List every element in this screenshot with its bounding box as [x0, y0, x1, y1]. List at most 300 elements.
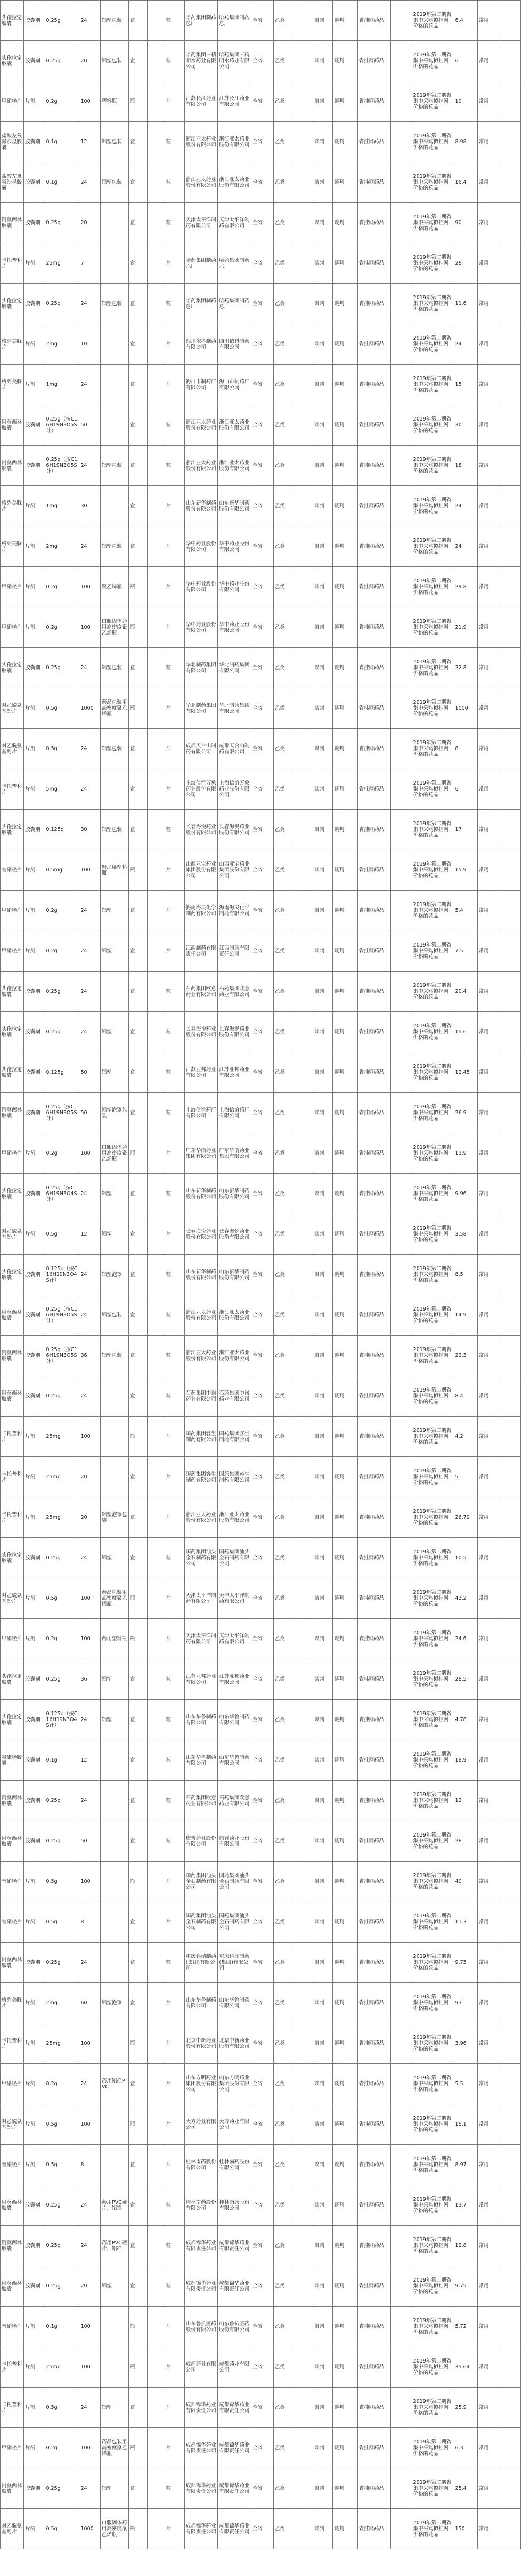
cell-pack-unit: 盒: [129, 648, 148, 688]
cell-category: 谈判: [333, 1781, 357, 1821]
cell-pack-quantity: 24: [79, 1781, 100, 1821]
cell-scope: 全省: [251, 2509, 274, 2549]
cell-price-type: 谈判: [313, 1538, 333, 1578]
cell-price-type: 谈判: [313, 446, 333, 486]
cell-manufacturer: 山东新华制药股份有限公司: [218, 1255, 251, 1295]
cell-pack-unit: 盒: [129, 2226, 148, 2266]
cell-license-holder: 浙江亚太药业股份有限公司: [184, 446, 218, 486]
table-row: [1, 2064, 521, 2104]
cell-blank: [148, 729, 165, 769]
cell-specification: 0.2g: [45, 2428, 79, 2468]
cell-category: 谈判: [333, 486, 357, 526]
cell-price-type: 谈判: [313, 2145, 333, 2185]
table-row: [1, 1862, 521, 1902]
cell-insurance: 乙类: [273, 1295, 293, 1336]
cell-blank: [391, 1983, 412, 2023]
cell-scope: 全省: [251, 972, 274, 1012]
cell-pack-quantity: 24: [79, 1943, 100, 1983]
cell-blank: [148, 2023, 165, 2064]
cell-price: 6: [454, 41, 477, 81]
cell-scope: 全省: [251, 2185, 274, 2226]
cell-source: 省挂网药品: [357, 526, 391, 567]
cell-manufacturer: 国药集团汕头金石制药有限公司: [218, 1902, 251, 1943]
cell-manufacturer: 山东新华制药股份有限公司: [218, 1174, 251, 1214]
cell-min-unit: 粒: [165, 2468, 184, 2509]
cell-source: 省挂网药品: [357, 1255, 391, 1295]
cell-blank: [293, 365, 313, 405]
cell-blank: [502, 1, 521, 41]
cell-pack-material: [100, 1417, 128, 1457]
cell-source: 省挂网药品: [357, 81, 391, 122]
cell-min-unit: 粒: [165, 122, 184, 162]
cell-pack-material: [100, 405, 128, 446]
cell-insurance: 乙类: [273, 1, 293, 41]
cell-category: 谈判: [333, 729, 357, 769]
cell-price-type: 谈判: [313, 729, 333, 769]
cell-blank: [293, 688, 313, 729]
cell-drug-name: 对乙酰氨基酚片: [1, 1578, 24, 1619]
cell-blank: [148, 891, 165, 931]
cell-note: 2019年第二期省集中采购拟挂网价格的药品: [412, 1417, 454, 1457]
table-row: [1, 284, 521, 324]
cell-pack-unit: 盒: [129, 2145, 148, 2185]
cell-specification: 0.5g: [45, 1902, 79, 1943]
table-row: [1, 1295, 521, 1336]
cell-blank: [391, 769, 412, 810]
cell-dosage-form: 片剂: [24, 729, 45, 769]
cell-insurance: 乙类: [273, 1093, 293, 1133]
cell-pack-unit: 瓶: [129, 607, 148, 648]
cell-specification: 0.25g: [45, 1012, 79, 1052]
cell-pack-quantity: 7: [79, 243, 100, 284]
cell-blank: [502, 162, 521, 203]
cell-dosage-form: 胶囊剂: [24, 972, 45, 1012]
cell-note: 2019年第二期省集中采购拟挂网价格的药品: [412, 891, 454, 931]
cell-min-unit: 片: [165, 2104, 184, 2145]
cell-pack-material: 铝塑包装: [100, 1336, 128, 1376]
cell-scope: 全省: [251, 1740, 274, 1781]
cell-category: 谈判: [333, 284, 357, 324]
cell-specification: 0.25g: [45, 1538, 79, 1578]
cell-blank: [391, 243, 412, 284]
cell-min-unit: 片: [165, 486, 184, 526]
cell-specification: 25mg: [45, 1457, 79, 1497]
cell-pack-quantity: 12: [79, 1740, 100, 1781]
cell-pack-quantity: 20: [79, 203, 100, 243]
cell-pack-material: 铝塑泡罩包装: [100, 1093, 128, 1133]
cell-blank: [148, 2307, 165, 2347]
cell-blank: [148, 203, 165, 243]
cell-blank: [293, 1, 313, 41]
cell-pack-quantity: 36: [79, 1659, 100, 1700]
cell-blank: [148, 607, 165, 648]
cell-drug-name: 头孢拉定胶囊: [1, 1538, 24, 1578]
cell-blank: [502, 41, 521, 81]
cell-blank: [502, 1214, 521, 1255]
cell-scope: 全省: [251, 365, 274, 405]
cell-license-holder: 山东新华制药股份有限公司: [184, 486, 218, 526]
cell-blank: [502, 1700, 521, 1740]
table-row: [1, 972, 521, 1012]
cell-pack-material: [100, 769, 128, 810]
cell-drug-name: 头孢拉定胶囊: [1, 1700, 24, 1740]
cell-scope: 全省: [251, 1052, 274, 1093]
cell-license-holder: 四川依科制药有限公司: [184, 324, 218, 365]
cell-specification: 0.5g: [45, 1578, 79, 1619]
cell-pack-unit: 盒: [129, 1497, 148, 1538]
cell-pack-material: 塑料瓶: [100, 81, 128, 122]
cell-category: 谈判: [333, 810, 357, 850]
cell-price-type: 谈判: [313, 122, 333, 162]
cell-drug-name: 甲硝唑片: [1, 1133, 24, 1174]
cell-drug-name: 对乙酰氨基酚片: [1, 1214, 24, 1255]
cell-insurance: 乙类: [273, 1133, 293, 1174]
cell-dosage-form: 胶囊剂: [24, 1538, 45, 1578]
cell-pack-unit: 瓶: [129, 688, 148, 729]
cell-insurance: 乙类: [273, 1174, 293, 1214]
cell-insurance: 乙类: [273, 1659, 293, 1700]
table-row: [1, 1336, 521, 1376]
cell-source: 省挂网药品: [357, 1862, 391, 1902]
cell-min-unit: 片: [165, 2023, 184, 2064]
cell-price: 14.9: [454, 1295, 477, 1336]
cell-blank: [391, 162, 412, 203]
cell-insurance: 乙类: [273, 2104, 293, 2145]
cell-pack-unit: 盒: [129, 2064, 148, 2104]
cell-pack-unit: 盒: [129, 1821, 148, 1862]
cell-note: 2019年第二期省集中采购拟挂网价格的药品: [412, 122, 454, 162]
cell-price: 7.5: [454, 931, 477, 972]
cell-min-unit: 粒: [165, 1700, 184, 1740]
cell-blank: [502, 1295, 521, 1336]
cell-blank: [502, 648, 521, 688]
cell-manufacturer: 成都锦华药业有限责任公司: [218, 2509, 251, 2549]
cell-blank: [502, 2064, 521, 2104]
cell-note: 2019年第二期省集中采购拟挂网价格的药品: [412, 2226, 454, 2266]
cell-category: 谈判: [333, 1376, 357, 1417]
cell-specification: 0.25g: [45, 1, 79, 41]
cell-status: 常用: [477, 931, 502, 972]
cell-note: 2019年第二期省集中采购拟挂网价格的药品: [412, 2428, 454, 2468]
cell-blank: [148, 1821, 165, 1862]
cell-price-type: 谈判: [313, 1295, 333, 1336]
cell-pack-material: 铝塑: [100, 2266, 128, 2307]
cell-drug-name: 替硝唑片: [1, 1902, 24, 1943]
cell-dosage-form: 片剂: [24, 688, 45, 729]
cell-drug-name: 阿莫西林胶囊: [1, 1376, 24, 1417]
cell-drug-name: 卡托普利片: [1, 2388, 24, 2428]
cell-insurance: 乙类: [273, 1902, 293, 1943]
cell-license-holder: 桂林南药股份有限公司: [184, 2145, 218, 2185]
cell-category: 谈判: [333, 1255, 357, 1295]
cell-license-holder: 天方药业有限公司: [184, 2104, 218, 2145]
cell-drug-name: 对乙酰氨基酚片: [1, 688, 24, 729]
cell-price: 8: [454, 729, 477, 769]
cell-pack-material: 铝塑泡罩: [100, 1983, 128, 2023]
cell-note: 2019年第二期省集中采购拟挂网价格的药品: [412, 1457, 454, 1497]
cell-scope: 全省: [251, 1, 274, 41]
cell-drug-name: 格列美脲片: [1, 365, 24, 405]
cell-price: 16.4: [454, 162, 477, 203]
cell-dosage-form: 片剂: [24, 2307, 45, 2347]
table-row: [1, 2388, 521, 2428]
cell-specification: 0.2g: [45, 931, 79, 972]
cell-insurance: 乙类: [273, 567, 293, 607]
cell-insurance: 乙类: [273, 1619, 293, 1659]
cell-status: 常用: [477, 1700, 502, 1740]
cell-dosage-form: 胶囊剂: [24, 1012, 45, 1052]
cell-blank: [391, 365, 412, 405]
cell-price: 15.9: [454, 850, 477, 891]
cell-drug-name: 头孢拉定胶囊: [1, 972, 24, 1012]
cell-blank: [391, 567, 412, 607]
cell-scope: 全省: [251, 567, 274, 607]
cell-manufacturer: 哈药集团制药六厂: [218, 243, 251, 284]
table-row: [1, 688, 521, 729]
cell-scope: 全省: [251, 1376, 274, 1417]
cell-license-holder: 哈药集团制药总厂: [184, 284, 218, 324]
cell-scope: 全省: [251, 2145, 274, 2185]
cell-blank: [391, 1781, 412, 1821]
cell-manufacturer: 长春海悦药业股份有限公司: [218, 810, 251, 850]
cell-blank: [391, 972, 412, 1012]
table-row: [1, 41, 521, 81]
cell-note: 2019年第二期省集中采购拟挂网价格的药品: [412, 1376, 454, 1417]
cell-scope: 全省: [251, 41, 274, 81]
cell-manufacturer: 天津太平洋制药有限公司: [218, 203, 251, 243]
cell-manufacturer: 天方药业有限公司: [218, 2104, 251, 2145]
cell-price-type: 谈判: [313, 1983, 333, 2023]
cell-min-unit: 粒: [165, 1376, 184, 1417]
cell-specification: 0.5g: [45, 1862, 79, 1902]
cell-note: 2019年第二期省集中采购拟挂网价格的药品: [412, 688, 454, 729]
cell-blank: [391, 1214, 412, 1255]
cell-pack-unit: 瓶: [129, 1417, 148, 1457]
cell-status: 常用: [477, 81, 502, 122]
cell-license-holder: 成都锦华药业有限责任公司: [184, 2509, 218, 2549]
cell-dosage-form: 胶囊剂: [24, 2468, 45, 2509]
cell-category: 谈判: [333, 446, 357, 486]
cell-category: 谈判: [333, 1578, 357, 1619]
cell-specification: 0.25g: [45, 2226, 79, 2266]
cell-insurance: 乙类: [273, 1417, 293, 1457]
cell-dosage-form: 胶囊剂: [24, 1376, 45, 1417]
cell-status: 常用: [477, 2023, 502, 2064]
cell-min-unit: 粒: [165, 1943, 184, 1983]
cell-source: 省挂网药品: [357, 1457, 391, 1497]
cell-drug-name: 替硝唑片: [1, 2145, 24, 2185]
cell-pack-material: [100, 1740, 128, 1781]
cell-min-unit: 粒: [165, 1538, 184, 1578]
cell-manufacturer: 江西制药有限责任公司: [218, 931, 251, 972]
cell-price: 8.98: [454, 122, 477, 162]
cell-price-type: 谈判: [313, 1133, 333, 1174]
cell-source: 省挂网药品: [357, 1214, 391, 1255]
cell-blank: [293, 2104, 313, 2145]
cell-license-holder: 国药集团汕头金石制药有限公司: [184, 1538, 218, 1578]
cell-blank: [502, 122, 521, 162]
cell-source: 省挂网药品: [357, 2307, 391, 2347]
cell-specification: 0.2g: [45, 2064, 79, 2104]
cell-source: 省挂网药品: [357, 122, 391, 162]
cell-blank: [391, 2266, 412, 2307]
cell-pack-unit: 瓶: [129, 567, 148, 607]
cell-specification: 0.25g（按C16H19N3O5S计）: [45, 1093, 79, 1133]
cell-price: 3.58: [454, 1214, 477, 1255]
cell-pack-quantity: 100: [79, 2104, 100, 2145]
cell-specification: 0.2g: [45, 607, 79, 648]
cell-category: 谈判: [333, 1659, 357, 1700]
cell-pack-quantity: 12: [79, 122, 100, 162]
cell-blank: [293, 1255, 313, 1295]
cell-category: 谈判: [333, 1133, 357, 1174]
cell-drug-name: 阿莫西林胶囊: [1, 405, 24, 446]
cell-pack-quantity: 20: [79, 41, 100, 81]
cell-scope: 全省: [251, 486, 274, 526]
cell-manufacturer: 哈药集团制药总厂: [218, 284, 251, 324]
cell-source: 省挂网药品: [357, 2185, 391, 2226]
cell-blank: [293, 2347, 313, 2388]
cell-pack-quantity: 100: [79, 850, 100, 891]
cell-category: 谈判: [333, 891, 357, 931]
table-row: [1, 2226, 521, 2266]
cell-status: 常用: [477, 2104, 502, 2145]
cell-license-holder: 江苏亚邦药业有限公司: [184, 1052, 218, 1093]
cell-pack-quantity: 100: [79, 81, 100, 122]
cell-pack-material: [100, 2347, 128, 2388]
cell-blank: [391, 1821, 412, 1862]
cell-manufacturer: 桂林南药股份有限公司: [218, 2185, 251, 2226]
cell-license-holder: 桂林南药股份有限公司: [184, 2185, 218, 2226]
cell-price: 24: [454, 324, 477, 365]
cell-blank: [148, 2468, 165, 2509]
cell-blank: [502, 810, 521, 850]
cell-blank: [148, 931, 165, 972]
cell-price: 15.1: [454, 2104, 477, 2145]
cell-min-unit: 粒: [165, 41, 184, 81]
cell-min-unit: 片: [165, 688, 184, 729]
cell-blank: [502, 324, 521, 365]
cell-category: 谈判: [333, 607, 357, 648]
cell-blank: [293, 526, 313, 567]
table-row: [1, 769, 521, 810]
cell-note: 2019年第二期省集中采购拟挂网价格的药品: [412, 1214, 454, 1255]
cell-insurance: 乙类: [273, 2185, 293, 2226]
cell-dosage-form: 胶囊剂: [24, 2226, 45, 2266]
cell-blank: [293, 1174, 313, 1214]
cell-blank: [148, 1214, 165, 1255]
cell-insurance: 乙类: [273, 1983, 293, 2023]
cell-price: 24.6: [454, 1619, 477, 1659]
cell-category: 谈判: [333, 1336, 357, 1376]
cell-license-holder: 江苏亚邦药业有限公司: [184, 1659, 218, 1700]
cell-price-type: 谈判: [313, 1174, 333, 1214]
cell-status: 常用: [477, 1538, 502, 1578]
cell-note: 2019年第二期省集中采购拟挂网价格的药品: [412, 850, 454, 891]
cell-specification: 0.2g: [45, 81, 79, 122]
cell-pack-material: 铝塑包装: [100, 162, 128, 203]
cell-scope: 全省: [251, 1538, 274, 1578]
cell-insurance: 乙类: [273, 850, 293, 891]
cell-specification: 0.25g: [45, 203, 79, 243]
cell-specification: 0.5g: [45, 729, 79, 769]
cell-manufacturer: 长春海悦药业股份有限公司: [218, 1012, 251, 1052]
cell-price: 18: [454, 446, 477, 486]
cell-blank: [502, 1538, 521, 1578]
cell-pack-unit: 瓶: [129, 2509, 148, 2549]
cell-price-type: 谈判: [313, 243, 333, 284]
cell-pack-quantity: 100: [79, 1417, 100, 1457]
cell-blank: [293, 1862, 313, 1902]
cell-pack-material: [100, 1943, 128, 1983]
cell-price-type: 谈判: [313, 2307, 333, 2347]
cell-price-type: 谈判: [313, 41, 333, 81]
cell-min-unit: 粒: [165, 446, 184, 486]
cell-pack-material: [100, 324, 128, 365]
cell-blank: [293, 2509, 313, 2549]
table-row: [1, 486, 521, 526]
cell-price-type: 谈判: [313, 1214, 333, 1255]
cell-scope: 全省: [251, 850, 274, 891]
cell-drug-name: 甲硝唑片: [1, 81, 24, 122]
cell-blank: [502, 1457, 521, 1497]
cell-blank: [391, 1578, 412, 1619]
cell-status: 常用: [477, 1214, 502, 1255]
cell-dosage-form: 胶囊剂: [24, 1740, 45, 1781]
cell-insurance: 乙类: [273, 1740, 293, 1781]
cell-pack-quantity: 50: [79, 405, 100, 446]
cell-blank: [293, 2023, 313, 2064]
cell-specification: 0.25g（按C16H19N3O4S计）: [45, 1174, 79, 1214]
cell-drug-name: 卡托普利片: [1, 243, 24, 284]
table-row: [1, 2468, 521, 2509]
cell-price-type: 谈判: [313, 972, 333, 1012]
cell-blank: [502, 688, 521, 729]
cell-drug-name: 头孢拉定胶囊: [1, 284, 24, 324]
cell-specification: 0.5g: [45, 2104, 79, 2145]
cell-drug-name: 对乙酰氨基酚片: [1, 2104, 24, 2145]
cell-specification: 0.25g（按C16H19N3O5S计）: [45, 1295, 79, 1336]
cell-specification: 0.25g: [45, 1659, 79, 1700]
cell-drug-name: 卡托普利片: [1, 769, 24, 810]
table-row: [1, 1538, 521, 1578]
cell-pack-material: 铝塑: [100, 1700, 128, 1740]
cell-min-unit: 粒: [165, 1255, 184, 1295]
cell-insurance: 乙类: [273, 1943, 293, 1983]
cell-manufacturer: 成都天台山制药有限公司: [218, 729, 251, 769]
cell-pack-unit: 瓶: [129, 1578, 148, 1619]
cell-pack-material: 铝塑: [100, 1214, 128, 1255]
cell-status: 常用: [477, 972, 502, 1012]
cell-dosage-form: 片剂: [24, 891, 45, 931]
cell-category: 谈判: [333, 1740, 357, 1781]
cell-license-holder: 国药集团容生制药有限公司: [184, 1457, 218, 1497]
cell-blank: [148, 2145, 165, 2185]
cell-source: 省挂网药品: [357, 1174, 391, 1214]
cell-drug-name: 甲硝唑片: [1, 931, 24, 972]
cell-pack-unit: 盒: [129, 486, 148, 526]
cell-insurance: 乙类: [273, 729, 293, 769]
cell-price-type: 谈判: [313, 2266, 333, 2307]
cell-price: 15: [454, 365, 477, 405]
cell-pack-material: 铝塑包装: [100, 446, 128, 486]
cell-blank: [391, 648, 412, 688]
cell-blank: [148, 365, 165, 405]
cell-status: 常用: [477, 688, 502, 729]
cell-license-holder: 长春海悦药业股份有限公司: [184, 810, 218, 850]
cell-pack-material: 药品包装用高密度聚乙烯瓶: [100, 688, 128, 729]
cell-price-type: 谈判: [313, 1255, 333, 1295]
